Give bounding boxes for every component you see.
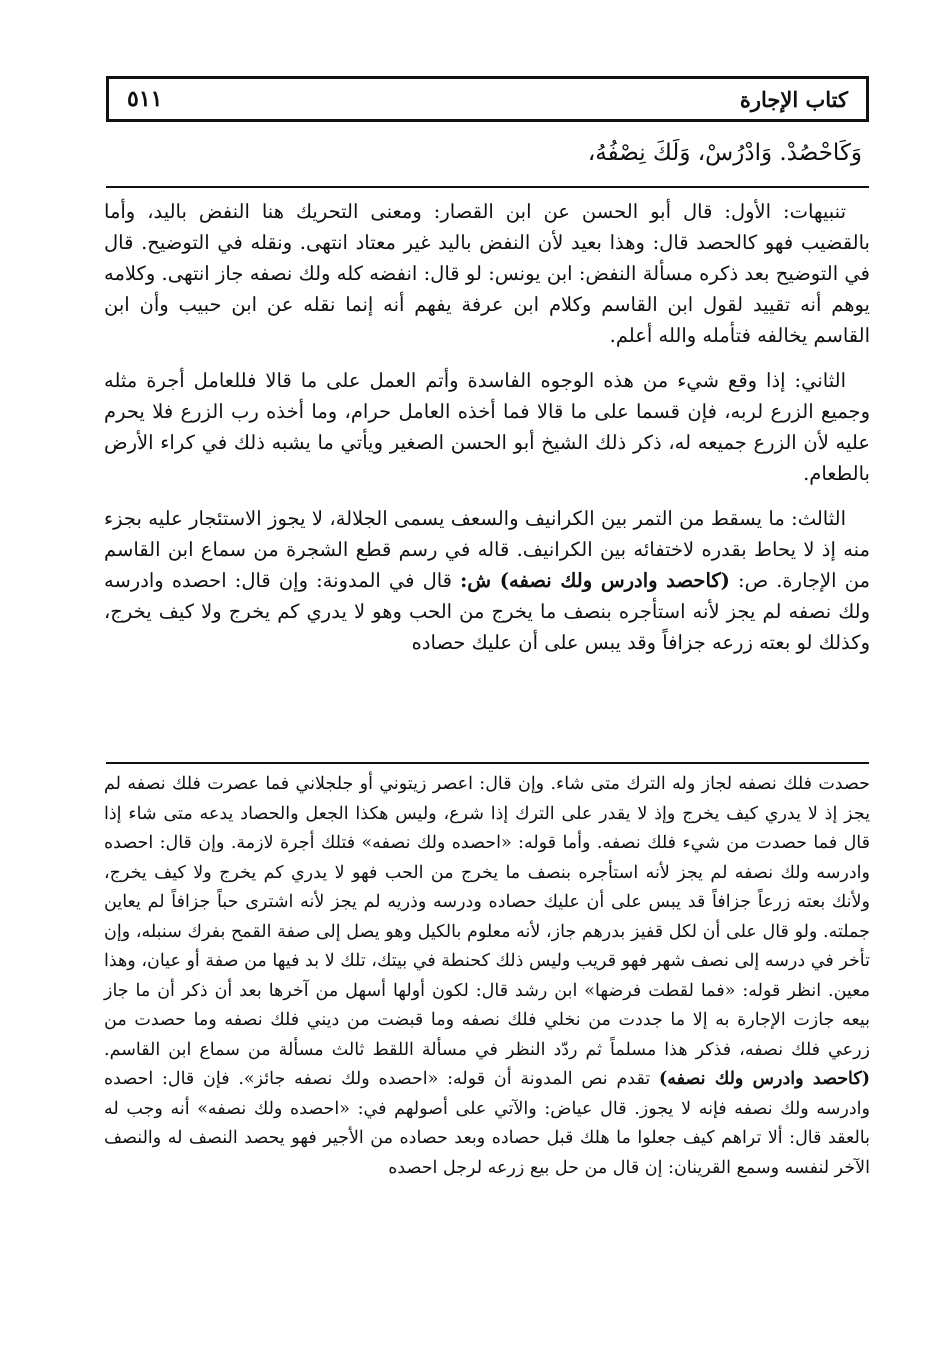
footnote-section: [104, 770, 870, 1183]
chapter-title: كتاب الإجارة: [739, 86, 848, 112]
footnote-paragraph: [104, 770, 870, 1183]
commentary-paragraph-1: تنبيهات: الأول: قال أبو الحسن عن ابن القصار: ومعنى التحريك هنا النفض باليد، وأما بالقضيب فهو كالحصد قال: وهذا بعيد لأن النفض باليد غير معتاد انتهى. ونقله في التوضيح. قال في التوضيح بعد ذكره مسألة النفض: ابن يونس: لو قال: انفضه كله ولك نصفه جاز انتهى. وكلامه يوهم أنه تقييد لقول ابن القاسم وكلام ابن عرفة يفهم أنه إنما نقله عن ابن حبيب وأن ابن القاسم يخالفه فتأمله والله أعلم.: [104, 200, 870, 347]
footnote-text-rest: تقدم نص المدونة أن قوله: «احصده ولك نصفه جائز». فإن قال: احصده وادرسه ولك نصفه فإنه لا يجوز. قال عياض: والآتي على أصولهم في: «احصده ولك نصفه» أنه وجب له بالعقد قال: ألا تراهم كيف جعلوا ما هلك قبل حصاده وبعد حصاده من الأجير فهو يحصد النصف له والنصف الآخر لنفسه وسمع القرينان: إن قال من حل بيع زرعه لرجل احصده: [104, 1069, 870, 1178]
commentary-paragraph-2: الثاني: إذا وقع شيء من هذه الوجوه الفاسدة وأتم العمل على ما قالا فللعامل أجرة مثله وجميع الزرع لربه، فإن قسما على ما قالا فما أخذه العامل حرام، وما أخذه رب الزرع فلا يحرم عليه لأن الزرع جميعه له، ذكر ذلك الشيخ أبو الحسن الصغير ويأتي ما يشبه ذلك في كراء الأرض بالطعام.: [104, 369, 870, 485]
commentary-paragraph-3-start: الثالث: ما يسقط من التمر بين الكرانيف والسعف يسمى الجلالة، لا يجوز الاستئجار عليه بجزء منه إذ لا يحاط بقدره لاختفائه بين الكرانيف. قاله في رسم قطع الشجرة من سماع ابن القاسم من الإجارة. ص:: [104, 507, 870, 592]
commentary-paragraph-3-rest: قال في المدونة: وإن قال: احصده وادرسه ولك نصفه لم يجز لأنه استأجره بنصف ما يخرج من الحب وهو لا يدري كم يخرج ولا كيف يخرج، وكذلك لو بعته زرعه جزافاً وقد يبس على أن عليك حصاده: [104, 569, 870, 654]
matn-quote: (كاحصد وادرس ولك نصفه) ش:: [460, 569, 730, 592]
commentary: [104, 196, 870, 672]
footnote-matn-quote: (كاحصد وادرس ولك نصفه): [658, 1069, 870, 1089]
matn-text: وَكَاحْصُدْ. وَادْرُسْ، وَلَكَ نِصْفُهُ،: [587, 140, 862, 166]
footnote-text-start: حصدت فلك نصفه لجاز وله الترك متى شاء. وإن قال: اعصر زيتوني أو جلجلاني فما عصرت فلك نصفه لم يجز إذ لا يدري كيف يخرج وإذ لا يقدر على الترك إذا شرع، وليس هكذا الجعل والحصاد يدعه متى شاء إذا قال فما حصدت من شيء فلك نصفه. وأما قوله: «احصده ولك نصفه» فتلك أجرة لازمة. وإن قال: احصده وادرسه ولك نصفه لم يجز لأنه استأجره بنصف ما يخرج من الحب فهو لا يدري كم يخرج ولا كيف يخرج، ولأنك بعته زرعاً جزافاً قد يبس على أن عليك حصاده ودرسه وذريه لم يجز لأنه اشترى حباً جزافاً لم يعاين جملته. ولو قال على أن لكل قفيز بدرهم جاز، لأنه معلوم بالكيل وهو يصل إلى صفة القمح بفرك سنبله، وإن تأخر في درسه إلى نصف شهر فهو قريب وليس ذلك كحنطة في بيتك، تلك لا بد فيها من صفة أو عيان، وهذا معين. انظر قوله: «فما لقطت فرضها» ابن رشد قال: لكون أولها أسهل من آخرها بعد أن ذكر أن ما جاز بيعه جازت الإجارة به إلا ما جددت من نخلي فلك نصفه وما قبضت من ديني فلك نصفه وما حصدت من زرعي فلك نصفه، فذكر هذا مسلماً ثم ردّد النظر في مسألة اللقط ثالث مسألة من سماع ابن القاسم.: [104, 774, 870, 1060]
running-header: [106, 76, 869, 122]
footnote-divider: [106, 762, 869, 764]
page-number: ٥١١: [127, 86, 163, 112]
commentary-paragraph-3: [104, 503, 870, 658]
divider-top: [106, 186, 869, 188]
